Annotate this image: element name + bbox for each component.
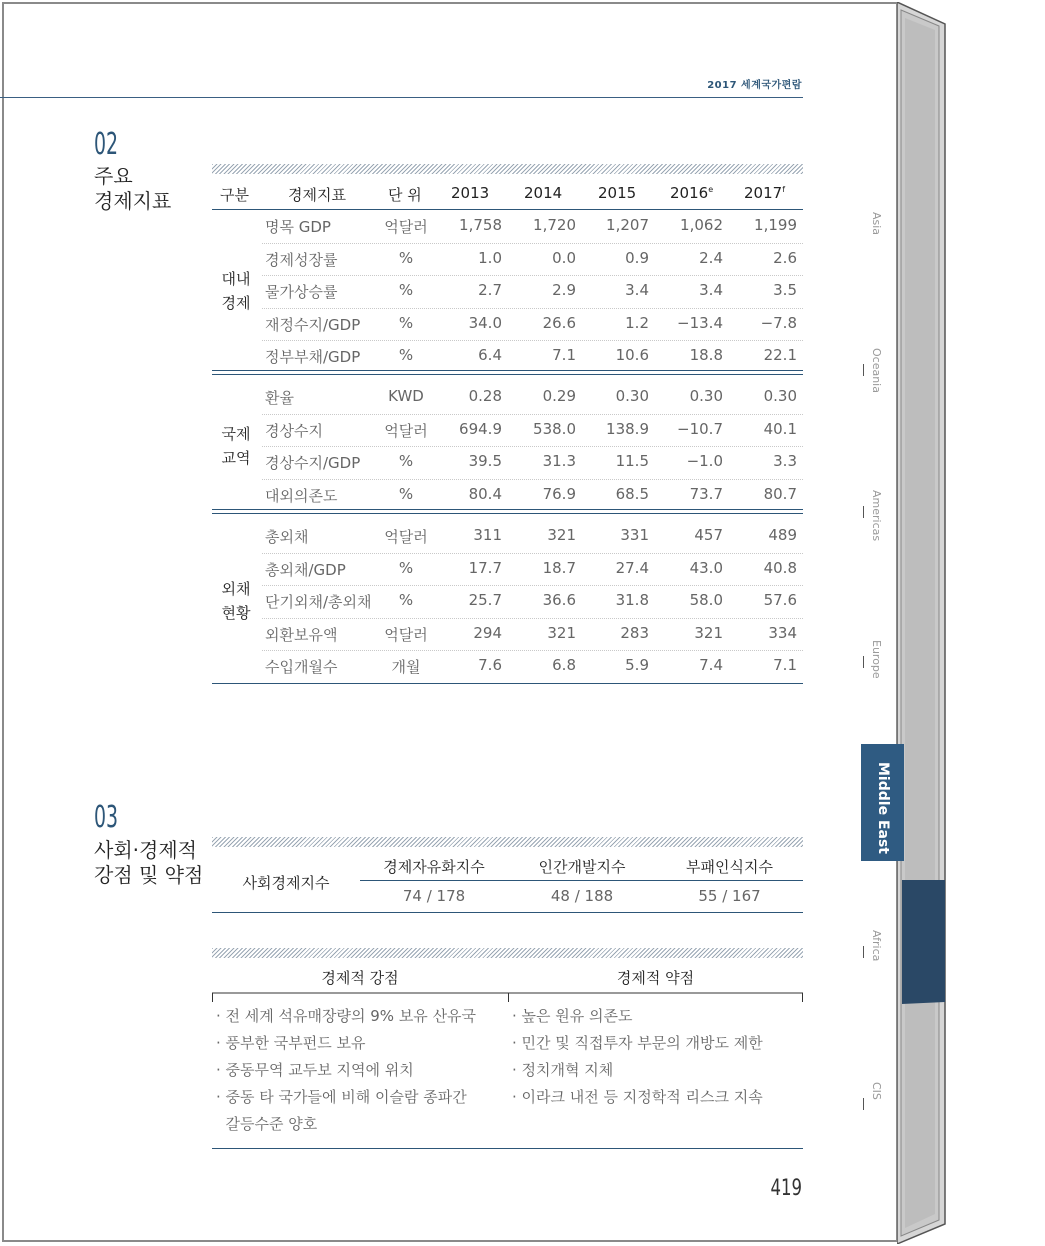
value-cell: 1,720 xyxy=(533,216,576,234)
value-cell: 22.1 xyxy=(763,346,797,364)
value-cell: 17.7 xyxy=(468,558,502,577)
value-cell: 3.3 xyxy=(773,452,797,470)
row-divider xyxy=(262,308,803,309)
side-tab-marker xyxy=(863,656,864,668)
unit-cell: % xyxy=(398,281,414,299)
unit-cell: % xyxy=(398,346,414,364)
unit-cell: 억달러 xyxy=(384,421,428,440)
unit-cell: % xyxy=(398,591,414,609)
unit-cell: % xyxy=(398,558,414,577)
running-header: 2017 세계국가편람 xyxy=(707,80,802,91)
col-header-2013: 2013 xyxy=(451,184,490,202)
value-cell: 1.0 xyxy=(478,248,502,267)
index-value: 74 / 178 xyxy=(402,887,466,905)
index-table-hatch xyxy=(212,837,803,847)
side-tab-middle-east[interactable] xyxy=(861,744,904,861)
side-tab-marker xyxy=(863,946,864,958)
unit-cell: % xyxy=(398,452,414,470)
index-col-human-development: 인간개발지수 xyxy=(538,858,626,876)
col-header-category: 구분 xyxy=(220,186,249,204)
swot-item: · 민간 및 직접투자 부문의 개방도 제한 xyxy=(512,1034,763,1052)
unit-cell: 개월 xyxy=(391,658,421,676)
value-cell: 2.6 xyxy=(773,248,797,267)
value-cell: 0.30 xyxy=(763,387,797,405)
side-tab-marker xyxy=(863,506,864,518)
indicator-cell: 정부부채/GDP xyxy=(265,348,361,366)
weaknesses-title: 경제적 약점 xyxy=(616,969,695,987)
value-cell: 321 xyxy=(547,526,576,544)
side-tab-americas[interactable]: Americas xyxy=(870,490,883,542)
value-cell: −13.4 xyxy=(677,313,723,332)
value-cell: 58.0 xyxy=(689,591,723,609)
value-cell: 0.29 xyxy=(542,387,576,405)
indicator-cell: 재정수지/GDP xyxy=(265,315,361,334)
index-subheader-rule xyxy=(360,880,803,881)
row-divider xyxy=(262,479,803,480)
side-tab-europe[interactable]: Europe xyxy=(870,640,883,679)
value-cell: 31.8 xyxy=(615,591,649,609)
unit-cell: % xyxy=(398,313,414,332)
swot-item: · 중동 타 국가들에 비해 이슬람 종파간 xyxy=(216,1088,467,1106)
value-cell: 0.0 xyxy=(552,248,576,267)
swot-hatch xyxy=(212,948,803,958)
section-title: 사회·경제적 강점 및 약점 xyxy=(94,838,204,887)
row-divider xyxy=(262,553,803,554)
group-label-line: 경제 xyxy=(221,294,251,313)
indicator-cell: 경상수지/GDP xyxy=(265,454,361,472)
swot-item: · 높은 원유 의존도 xyxy=(512,1007,633,1025)
side-tab-marker xyxy=(863,364,864,376)
value-cell: 11.5 xyxy=(615,452,649,470)
col-header-2015: 2015 xyxy=(598,184,637,202)
row-divider xyxy=(262,414,803,415)
index-col-economic-freedom: 경제자유화지수 xyxy=(383,858,485,876)
col-header-2016: 2016e xyxy=(670,184,714,202)
unit-cell: KWD xyxy=(388,387,424,405)
row-divider xyxy=(262,446,803,447)
value-cell: 0.9 xyxy=(625,248,649,267)
value-cell: 1,207 xyxy=(606,216,649,234)
header-rule xyxy=(212,209,803,210)
table-top-hatch xyxy=(212,164,803,174)
indicator-cell: 총외채/GDP xyxy=(265,560,346,579)
value-cell: 40.1 xyxy=(763,419,797,438)
value-cell: 7.1 xyxy=(552,346,576,364)
value-cell: −7.8 xyxy=(760,313,797,332)
value-cell: 331 xyxy=(620,526,649,544)
value-cell: 283 xyxy=(620,623,649,642)
value-cell: 457 xyxy=(694,526,723,544)
value-cell: −10.7 xyxy=(677,419,723,438)
index-row-label: 사회경제지수 xyxy=(242,874,330,892)
value-cell: 138.9 xyxy=(606,419,649,438)
header-rule xyxy=(0,97,803,98)
value-cell: 1,758 xyxy=(459,216,502,234)
row-divider xyxy=(262,340,803,341)
value-cell: 57.6 xyxy=(763,591,797,609)
indicator-cell: 환율 xyxy=(265,389,294,407)
group-separator xyxy=(212,370,803,375)
value-cell: 7.6 xyxy=(478,656,502,674)
index-value: 55 / 167 xyxy=(698,887,761,905)
book-edge xyxy=(897,2,947,1244)
indicator-cell: 총외채 xyxy=(265,528,309,546)
row-divider xyxy=(262,585,803,586)
value-cell: 26.6 xyxy=(542,313,576,332)
col-header-unit: 단 위 xyxy=(388,186,422,204)
value-cell: 39.5 xyxy=(468,452,502,470)
side-tab-label: Middle East xyxy=(875,762,891,854)
index-bottom-rule xyxy=(212,912,803,913)
group-label-line: 국제 xyxy=(221,425,251,443)
group-label-line: 대내 xyxy=(221,270,251,289)
value-cell: 76.9 xyxy=(542,484,576,503)
value-cell: 43.0 xyxy=(689,558,723,577)
unit-cell: 억달러 xyxy=(384,625,428,644)
table-bottom-rule xyxy=(212,683,803,684)
value-cell: 18.8 xyxy=(689,346,723,364)
value-cell: 2.4 xyxy=(699,248,723,267)
side-tab-asia[interactable]: Asia xyxy=(870,212,883,236)
side-tab-cis[interactable]: CIS xyxy=(870,1082,883,1100)
indicator-cell: 경상수지 xyxy=(265,421,323,440)
indicator-cell: 물가상승률 xyxy=(265,283,338,301)
value-cell: 0.28 xyxy=(468,387,502,405)
swot-item: · 정치개혁 지체 xyxy=(512,1061,614,1079)
side-tab-oceania[interactable]: Oceania xyxy=(870,348,883,393)
value-cell: 2.9 xyxy=(552,281,576,299)
group-label-line: 외채 xyxy=(221,580,251,599)
value-cell: 1,062 xyxy=(680,216,723,234)
value-cell: 7.4 xyxy=(699,656,723,674)
value-cell: 0.30 xyxy=(615,387,649,405)
value-cell: 7.1 xyxy=(773,656,797,674)
swot-bottom-rule xyxy=(212,1148,803,1149)
value-cell: 321 xyxy=(694,623,723,642)
group-label xyxy=(216,267,256,315)
unit-cell: % xyxy=(398,484,414,503)
value-cell: 294 xyxy=(473,623,502,642)
value-cell: 34.0 xyxy=(468,313,502,332)
swot-item: · 이라크 내전 등 지정학적 리스크 지속 xyxy=(512,1088,763,1106)
col-header-indicator: 경제지표 xyxy=(288,186,346,204)
indicator-cell: 경제성장률 xyxy=(265,250,338,269)
page-number: 419 xyxy=(770,1176,802,1201)
index-col-corruption: 부패인식지수 xyxy=(686,858,773,876)
group-label xyxy=(216,422,256,470)
indicator-cell: 단기외채/총외채 xyxy=(265,593,372,611)
group-label xyxy=(216,577,256,625)
row-divider xyxy=(262,243,803,244)
value-cell: 3.4 xyxy=(625,281,649,299)
side-tab-africa[interactable]: Africa xyxy=(870,930,883,962)
value-cell: 10.6 xyxy=(615,346,649,364)
value-cell: 27.4 xyxy=(615,558,649,577)
section-number: 03 xyxy=(94,800,119,835)
value-cell: 31.3 xyxy=(542,452,576,470)
value-cell: 6.8 xyxy=(552,656,576,674)
row-divider xyxy=(262,650,803,651)
value-cell: 0.30 xyxy=(689,387,723,405)
value-cell: 80.7 xyxy=(763,484,797,503)
indicator-cell: 명목 GDP xyxy=(265,218,331,236)
value-cell: −1.0 xyxy=(686,452,723,470)
side-tab-marker xyxy=(863,1098,864,1110)
value-cell: 3.4 xyxy=(699,281,723,299)
indicator-cell: 외환보유액 xyxy=(265,625,338,644)
value-cell: 3.5 xyxy=(773,281,797,299)
swot-item: · 중동무역 교두보 지역에 위치 xyxy=(216,1061,414,1079)
value-cell: 6.4 xyxy=(478,346,502,364)
row-divider xyxy=(262,275,803,276)
col-header-2014: 2014 xyxy=(524,184,563,202)
section-title: 주요 경제지표 xyxy=(94,164,172,213)
value-cell: 80.4 xyxy=(468,484,502,503)
section-number: 02 xyxy=(94,127,119,162)
swot-item: 갈등수준 양호 xyxy=(216,1115,318,1133)
swot-item: · 풍부한 국부펀드 보유 xyxy=(216,1034,366,1052)
row-divider xyxy=(262,618,803,619)
group-label-line: 현황 xyxy=(221,604,251,623)
value-cell: 68.5 xyxy=(615,484,649,503)
swot-item: · 전 세계 석유매장량의 9% 보유 산유국 xyxy=(216,1007,477,1025)
value-cell: 311 xyxy=(473,526,502,544)
value-cell: 1,199 xyxy=(754,216,797,234)
col-header-2017: 2017$^f$ xyxy=(744,184,786,202)
group-separator xyxy=(212,509,803,514)
value-cell: 1.2 xyxy=(625,313,649,332)
value-cell: 73.7 xyxy=(689,484,723,503)
unit-cell: % xyxy=(398,248,414,267)
value-cell: 36.6 xyxy=(542,591,576,609)
value-cell: 321 xyxy=(547,623,576,642)
value-cell: 334 xyxy=(768,623,797,642)
indicator-cell: 수입개월수 xyxy=(265,658,338,676)
value-cell: 5.9 xyxy=(625,656,649,674)
value-cell: 489 xyxy=(768,526,797,544)
unit-cell: 억달러 xyxy=(384,218,428,236)
indicator-cell: 대외의존도 xyxy=(265,486,338,505)
value-cell: 2.7 xyxy=(478,281,502,299)
index-value: 48 / 188 xyxy=(550,887,614,905)
unit-cell: 억달러 xyxy=(384,528,428,546)
value-cell: 694.9 xyxy=(459,419,502,438)
value-cell: 18.7 xyxy=(542,558,576,577)
value-cell: 25.7 xyxy=(468,591,502,609)
value-cell: 40.8 xyxy=(763,558,797,577)
group-label-line: 교역 xyxy=(221,449,251,467)
value-cell: 538.0 xyxy=(533,419,576,438)
strengths-title: 경제적 강점 xyxy=(321,969,399,987)
